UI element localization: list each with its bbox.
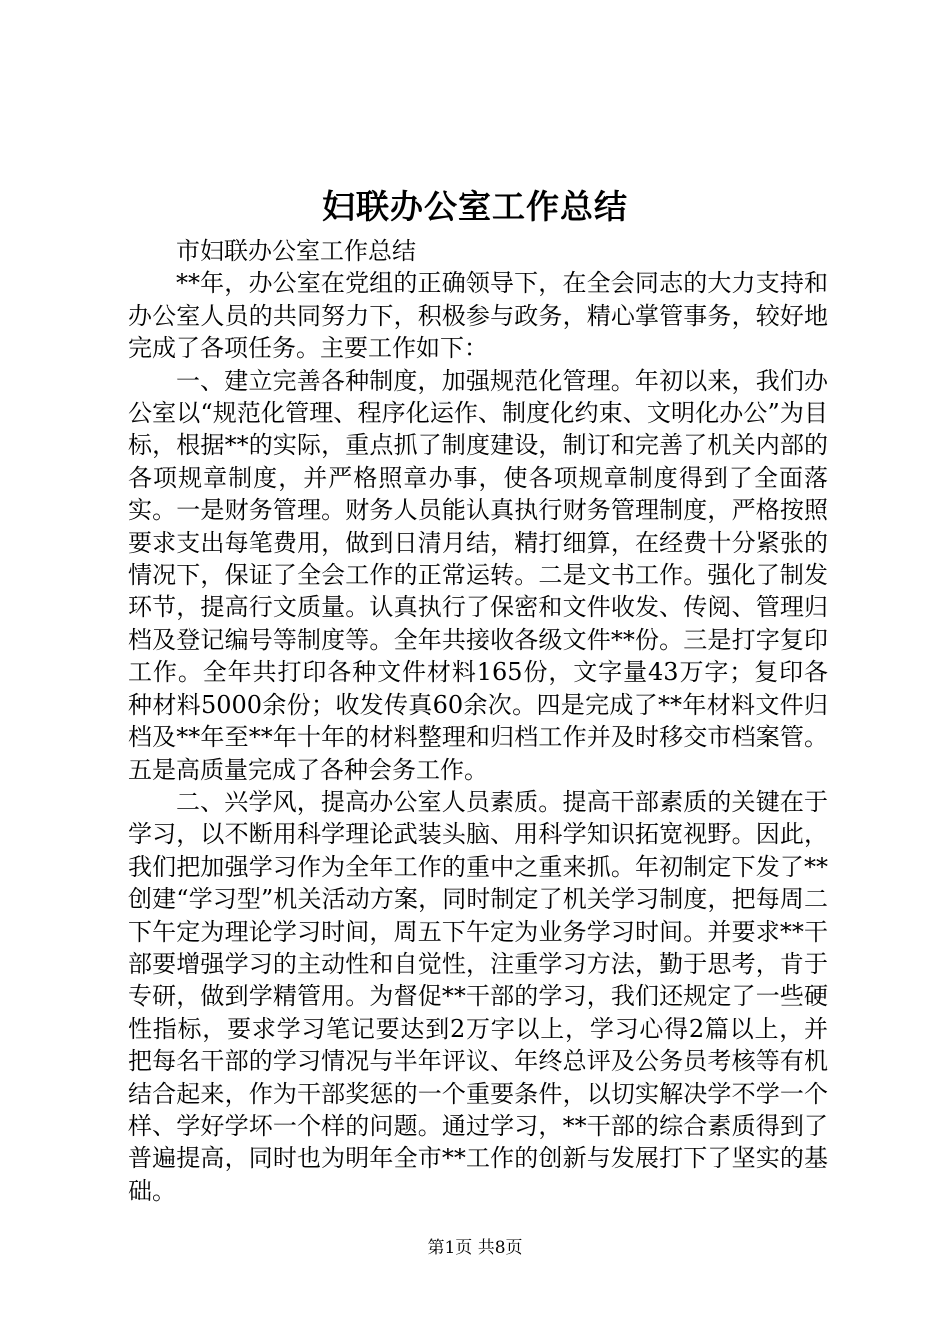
document-subtitle-paragraph: 市妇联办公室工作总结: [176, 237, 416, 265]
section-one-paragraph: 一、建立完善各种制度，加强规范化管理。年初以来，我们办公室以“规范化管理、程序化运作、制度化约束、文明化办公”为目标，根据**的实际，重点抓了制度建设，制订和完善了机关内部的各项规章制度，并严格照章办事，使各项规章制度得到了全面落实。一是财务管理。财务人员能认真执行财务管理制度，严格按照要求支出每笔费用，做到日清月结，精打细算，在经费十分紧张的情况下，保证了全会工作的正常运转。二是文书工作。强化了制发环节，提高行文质量。认真执行了保密和文件收发、传阅、管理归档及登记编号等制度等。全年共接收各级文件**份。三是打字复印工作。全年共打印各种文件材料165份，文字量43万字；复印各种材料5000余份；收发传真60余次。四是完成了**年材料文件归档及**年至**年十年的材料整理和归档工作并及时移交市档案管。五是高质量完成了各种会务工作。: [128, 366, 828, 784]
intro-paragraph: **年，办公室在党组的正确领导下，在全会同志的大力支持和办公室人员的共同努力下，积极参与政务，精心掌管事务，较好地完成了各项任务。主要工作如下：: [128, 269, 828, 363]
section-two-paragraph: 二、兴学风，提高办公室人员素质。提高干部素质的关键在于学习，以不断用科学理论武装头脑、用科学知识拓宽视野。因此，我们把加强学习作为全年工作的重中之重来抓。年初制定下发了**创建“学习型”机关活动方案，同时制定了机关学习制度，把每周二下午定为理论学习时间，周五下午定为业务学习时间。并要求**干部要增强学习的主动性和自觉性，注重学习方法，勤于思考，肯于专研，做到学精管用。为督促**干部的学习，我们还规定了一些硬性指标，要求学习笔记要达到2万字以上，学习心得2篇以上，并把每名干部的学习情况与半年评议、年终总评及公务员考核等有机结合起来，作为干部奖惩的一个重要条件，以切实解决学不学一个样、学好学坏一个样的问题。通过学习，**干部的综合素质得到了普遍提高，同时也为明年全市**工作的创新与发展打下了坚实的基础。: [128, 787, 828, 1205]
page-number-footer: 第1页 共8页: [427, 1238, 523, 1258]
document-body: [128, 235, 828, 1207]
document-title: 妇联办公室工作总结: [322, 187, 628, 226]
